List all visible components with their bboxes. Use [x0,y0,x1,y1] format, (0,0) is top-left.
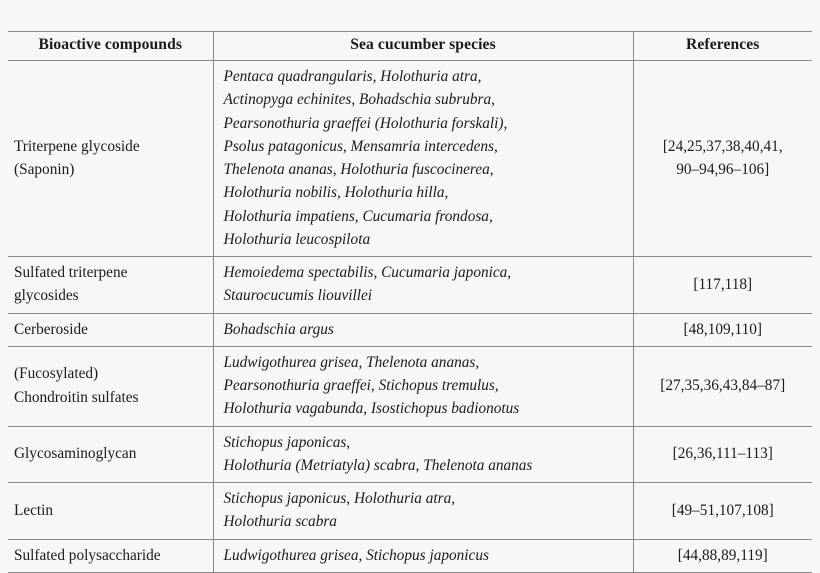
table-row [8,313,812,346]
cell-references [633,483,812,540]
table-row [8,426,812,483]
cell-references [633,346,812,426]
cell-bioactive-compound [8,426,213,483]
species-line: Pearsonothuria graeffei (Holothuria forskali), [223,114,508,132]
compound-line: Triterpene glycoside [14,137,140,155]
cell-sea-cucumber-species [213,539,633,572]
species-line: Holothuria nobilis, Holothuria hilla, [223,184,449,202]
species-line: Thelenota ananas, Holothuria fuscocinerea, [223,161,494,178]
cell-sea-cucumber-species [213,313,633,346]
compound-line: Lectin [14,501,54,519]
bioactive-compounds-table-container [8,31,812,573]
species-line: Stichopus japonicas, [223,433,351,451]
reference-line: [24,25,37,38,40,41, [662,137,783,155]
species-line: Staurocucumis liouvillei [223,287,373,305]
compound-line: Chondroitin sulfates [14,388,139,406]
table-row [8,257,812,314]
table-row [8,346,812,426]
table-body [8,61,812,573]
species-line: Holothuria leucospilota [223,230,371,248]
column-header-bioactive-compounds: Bioactive compounds [8,32,213,61]
table-row [8,539,812,572]
compound-line: (Fucosylated) [14,365,99,383]
cell-references [633,61,812,257]
cell-references [633,257,812,314]
species-line: Holothuria vagabunda, Isostichopus badionotus [223,400,520,418]
cell-bioactive-compound [8,313,213,346]
species-line: Holothuria (Metriatyla) scabra, Thelenota ananas [223,456,533,474]
table-row [8,483,812,540]
cell-references [633,539,812,572]
cell-sea-cucumber-species [213,61,633,257]
bioactive-compounds-table [8,31,812,573]
species-line: Holothuria scabra [223,513,337,531]
cell-sea-cucumber-species [213,426,633,483]
cell-bioactive-compound [8,257,213,314]
species-line: Bohadschia argus [223,320,334,338]
compound-line: Glycosaminoglycan [14,445,137,463]
reference-line: [117,118] [693,275,753,293]
reference-line: [27,35,36,43,84–87] [660,377,786,394]
table-header-row [8,32,812,61]
cell-bioactive-compound [8,346,213,426]
cell-sea-cucumber-species [213,257,633,314]
species-line: Ludwigothurea grisea, Thelenota ananas, [223,353,480,371]
cell-sea-cucumber-species [213,483,633,540]
table-header [8,32,812,61]
column-header-sea-cucumber-species: Sea cucumber species [213,32,633,61]
table-row [8,61,812,257]
species-line: Pentaca quadrangularis, Holothuria atra, [223,68,482,85]
species-line: Hemoiedema spectabilis, Cucumaria japonica, [223,264,512,281]
compound-line: Sulfated triterpene [14,264,128,281]
cell-sea-cucumber-species [213,346,633,426]
compound-line: Cerberoside [14,320,88,338]
cell-references [633,313,812,346]
cell-references [633,426,812,483]
species-line: Stichopus japonicus, Holothuria atra, [223,490,456,507]
compound-line: (Saponin) [14,161,75,178]
compound-line: glycosides [14,287,79,305]
cell-bioactive-compound [8,483,213,540]
reference-line: [49–51,107,108] [671,501,774,519]
column-header-references: References [633,32,812,61]
species-line: Pearsonothuria graeffei, Stichopus tremulus, [223,377,499,394]
reference-line: [26,36,111–113] [672,445,773,463]
reference-line: [44,88,89,119] [677,546,768,564]
species-line: Actinopyga echinites, Bohadschia subrubra, [223,91,495,109]
reference-line: 90–94,96–106] [676,161,770,178]
cell-bioactive-compound [8,61,213,257]
cell-bioactive-compound [8,539,213,572]
species-line: Holothuria impatiens, Cucumaria frondosa, [223,207,493,225]
species-line: Psolus patagonicus, Mensamria intercedens, [223,137,498,155]
compound-line: Sulfated polysaccharide [14,546,161,564]
reference-line: [48,109,110] [683,320,762,338]
species-line: Ludwigothurea grisea, Stichopus japonicus [223,546,489,564]
